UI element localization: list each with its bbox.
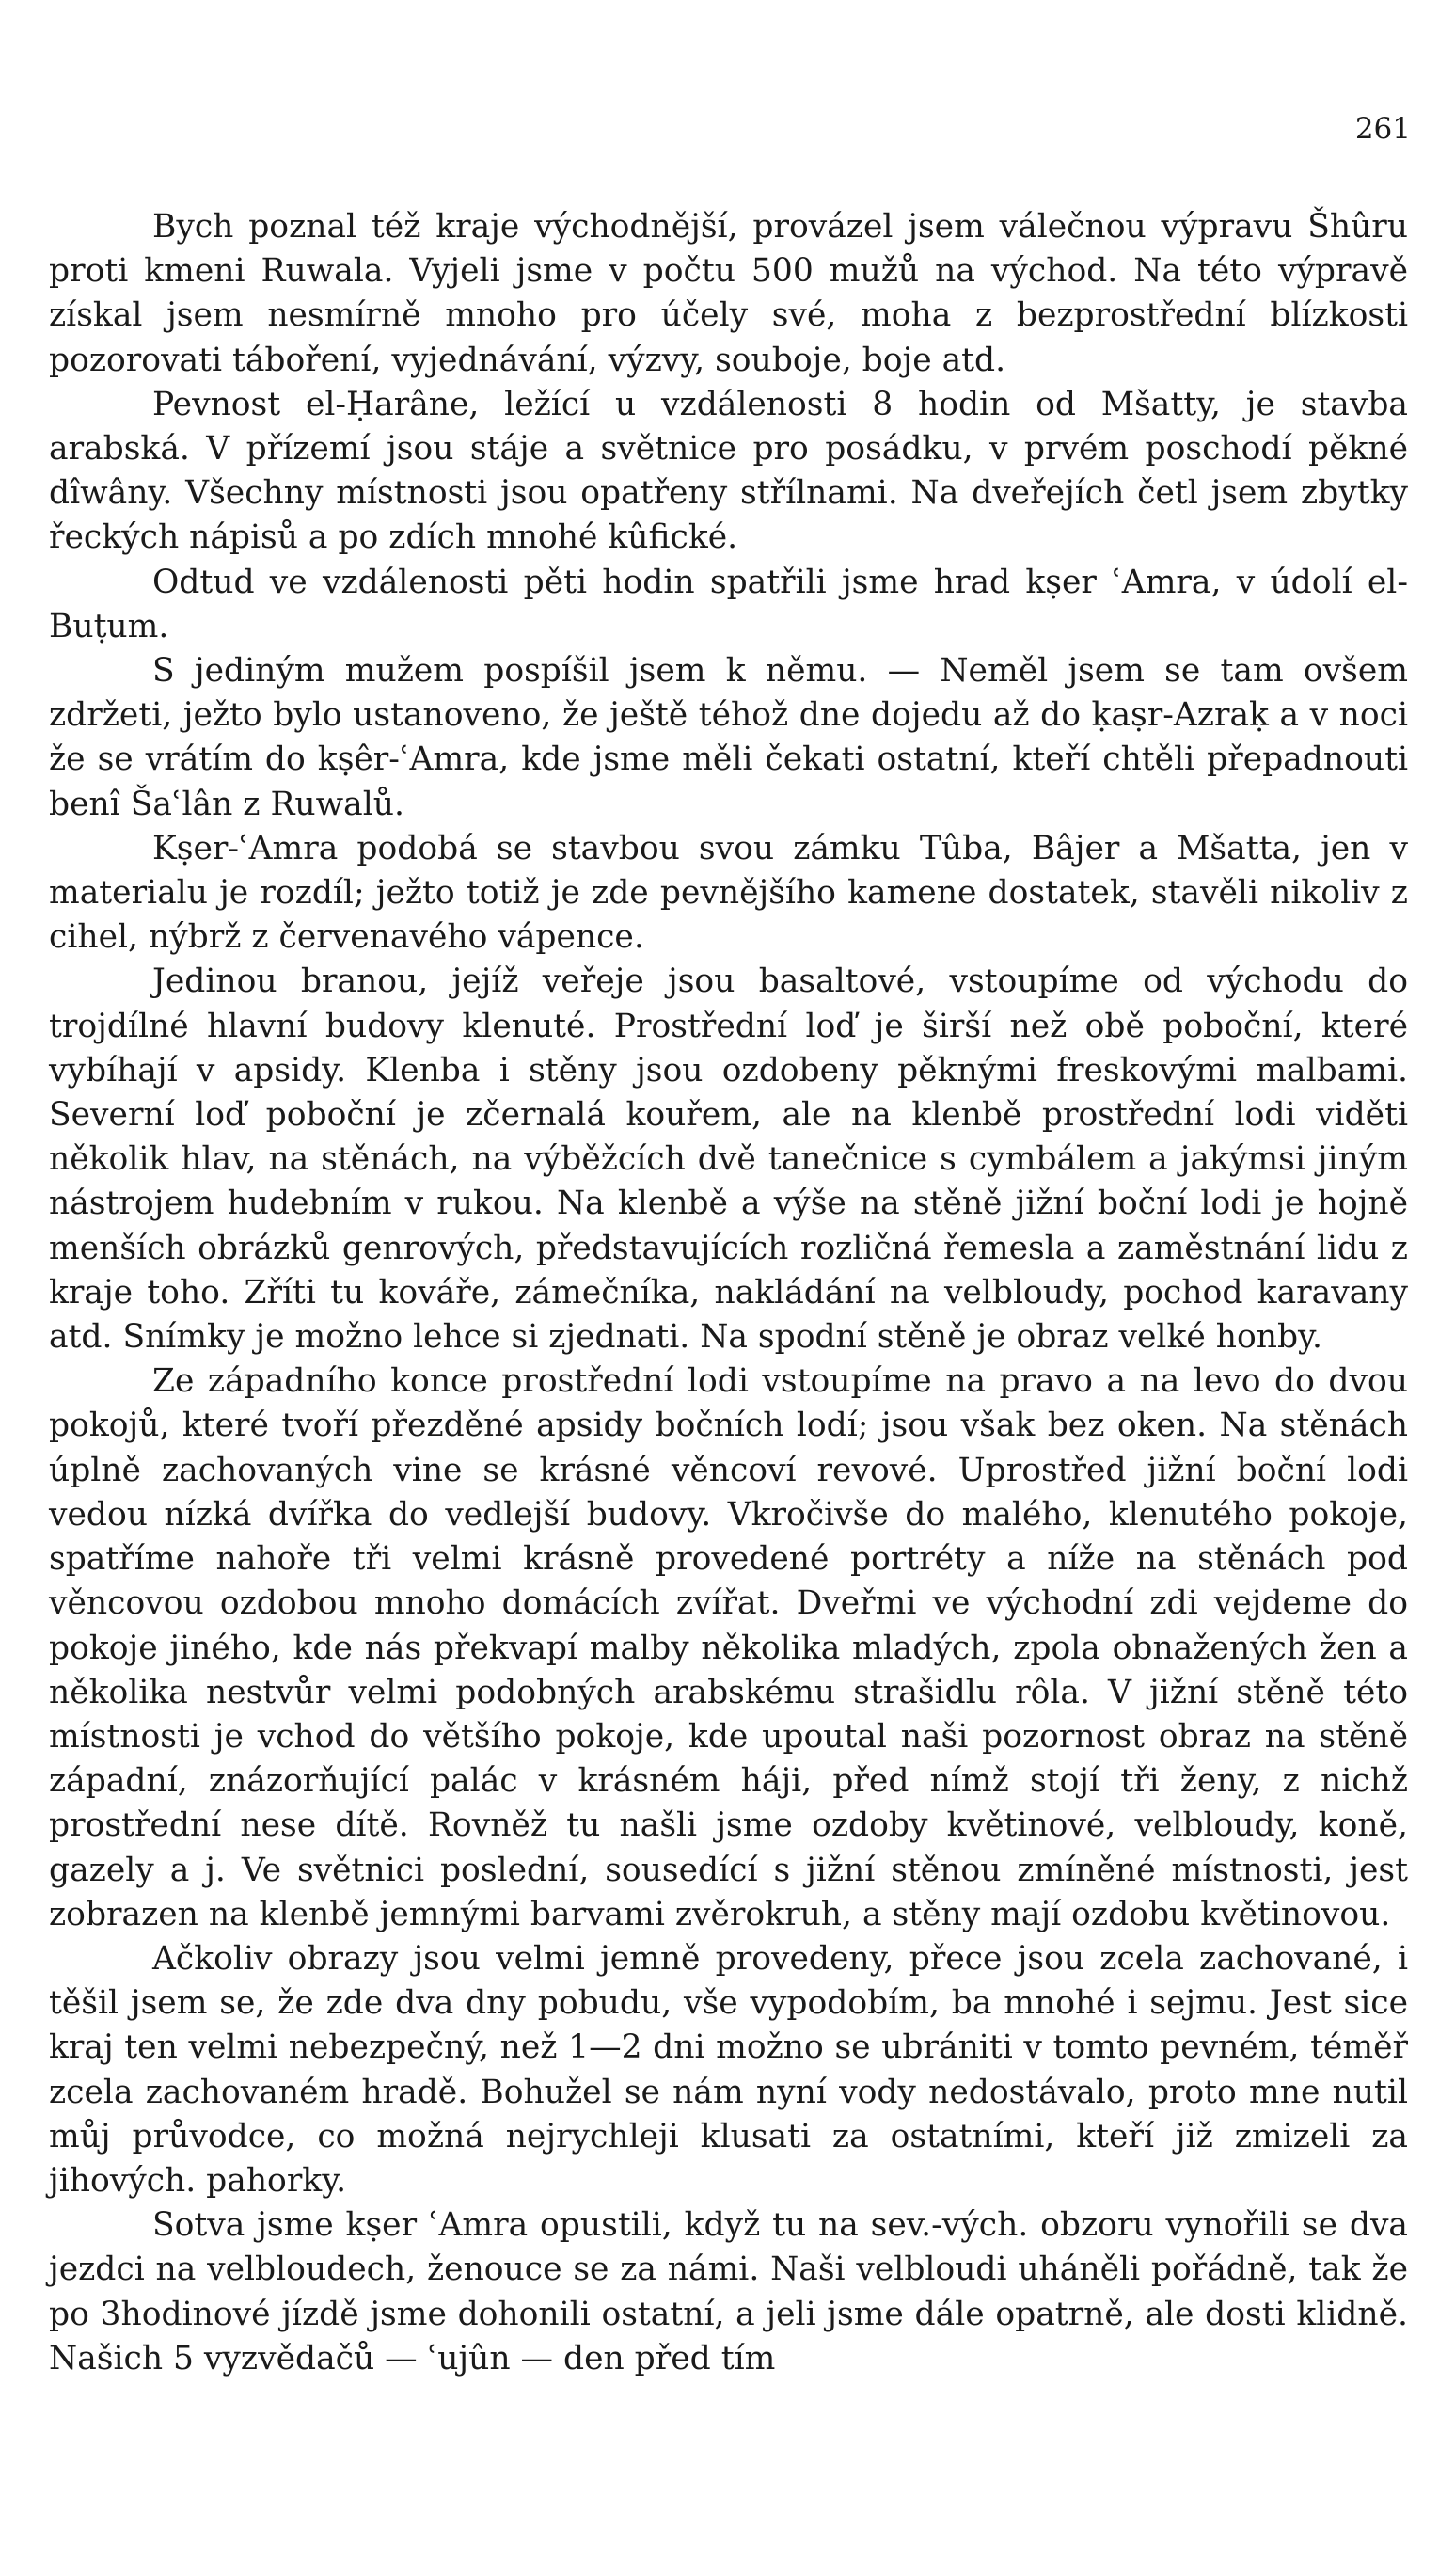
paragraph: Pevnost el-Ḥarâne, ležící u vzdálenosti 8 hodin od Mšatty, je stavba arabská. V přízemí jsou stáje a světnice pro posádku, v prvém poschodí pěkné dîwâny. Všechny místnosti jsou opatřeny střílnami. Na dveřejích četl jsem zbytky řeckých nápisů a po zdích mnohé kûfické. bbox=[49, 385, 1408, 557]
paragraph: Bych poznal též kraje východnější, provázel jsem válečnou výpravu Šhûru proti kmeni Ruwala. Vyjeli jsme v počtu 500 mužů na východ. Na této výpravě získal jsem nesmírně mnoho pro účely své, moha z bezprostřední blízkosti pozorovati táboření, vyjednávání, výzvy, souboje, boje atd. bbox=[49, 208, 1408, 379]
paragraph: Ačkoliv obrazy jsou velmi jemně provedeny, přece jsou zcela zachované, i těšil jsem se, že zde dva dny pobudu, vše vypodobím, ba mnohé i sejmu. Jest sice kraj ten velmi nebezpečný, než 1—2 dni možno se ubrániti v tomto pevném, téměř zcela zachovaném hradě. Bohužel se nám nyní vody nedostávalo, proto mne nutil můj průvodce, co možná nejrychleji klusati za ostatními, kteří již zmizeli za jihových. pahorky. bbox=[49, 1939, 1408, 2200]
paragraph: Sotva jsme kṣer ʿAmra opustili, když tu na sev.-vých. obzoru vynořili se dva jezdci na velbloudech, ženouce se za námi. Naši velbloudi uháněli pořádně, tak že po 3hodinové jízdě jsme dohonili ostatní, a jeli jsme dále opatrně, ale dosti klidně. Našich 5 vyzvědačů — ʿujûn — den před tím bbox=[49, 2206, 1408, 2377]
paragraph: Jedinou branou, jejíž veřeje jsou basaltové, vstoupíme od východu do trojdílné hlavní budovy klenuté. Prostřední loď je širší než obě poboční, které vybíhají v apsidy. Klenba i stěny jsou ozdobeny pěknými freskovými malbami. Severní loď poboční je zčernalá kouřem, ale na klenbě prostřední lodi viděti několik hlav, na stěnách, na výběžcích dvě tanečnice s cymbálem a jakýmsi jiným nástrojem hudebním v rukou. Na klenbě a výše na stěně jižní boční lodi je hojně menších obrázků genrových, představujících rozličná řemesla a zaměstnání lidu z kraje toho. Zříti tu kováře, zámečníka, nakládání na velbloudy, pochod karavany atd. Snímky je možno lehce si zjednati. Na spodní stěně je obraz velké honby. bbox=[49, 962, 1408, 1357]
body-text bbox=[49, 205, 1408, 2381]
paragraph: Ze západního konce prostřední lodi vstoupíme na pravo a na levo do dvou pokojů, které tvoří přezděné apsidy bočních lodí; jsou však bez oken. Na stěnách úplně zachovaných vine se krásné věncoví revové. Uprostřed jižní boční lodi vedou nízká dvířka do vedlejší budovy. Vkročivše do malého, klenutého pokoje, spatříme nahoře tři velmi krásně provedené portréty a níže na stěnách pod věncovou ozdobou mnoho domácích zvířat. Dveřmi ve východní zdi vejdeme do pokoje jiného, kde nás překvapí malby několika mladých, zpola obnažených žen a několika nestvůr velmi podobných arabskému strašidlu rôla. V jižní stěně této místnosti je vchod do většího pokoje, kde upoutal naši pozornost obraz na stěně západní, znázorňující palác v krásném háji, před nímž stojí tři ženy, z nichž prostřední nese dítě. Rovněž tu našli jsme ozdoby květinové, velbloudy, koně, gazely a j. Ve světnici poslední, sousedící s jižní stěnou zmíněné místnosti, jest zobrazen na klenbě jemnými barvami zvěrokruh, a stěny mají ozdobu květinovou. bbox=[49, 1362, 1408, 1933]
paragraph: Odtud ve vzdálenosti pěti hodin spatřili jsme hrad kṣer ʿAmra, v údolí el-Buṭum. bbox=[49, 563, 1408, 645]
paragraph: S jediným mužem pospíšil jsem k němu. — Neměl jsem se tam ovšem zdržeti, ježto bylo ustanoveno, že ještě téhož dne dojedu až do ḳaṣr-Azraḳ a v noci že se vrátím do kṣêr-ʿAmra, kde jsme měli čekati ostatní, kteří chtěli přepadnouti benî Šaʿlân z Ruwalů. bbox=[49, 652, 1408, 823]
paragraph: Kṣer-ʿAmra podobá se stavbou svou zámku Tûba, Bâjer a Mšatta, jen v materialu je rozdíl; ježto totiž je zde pevnějšího kamene dostatek, stavěli nikoliv z cihel, nýbrž z červenavého vápence. bbox=[49, 829, 1408, 957]
page-number: 261 bbox=[1354, 112, 1411, 146]
